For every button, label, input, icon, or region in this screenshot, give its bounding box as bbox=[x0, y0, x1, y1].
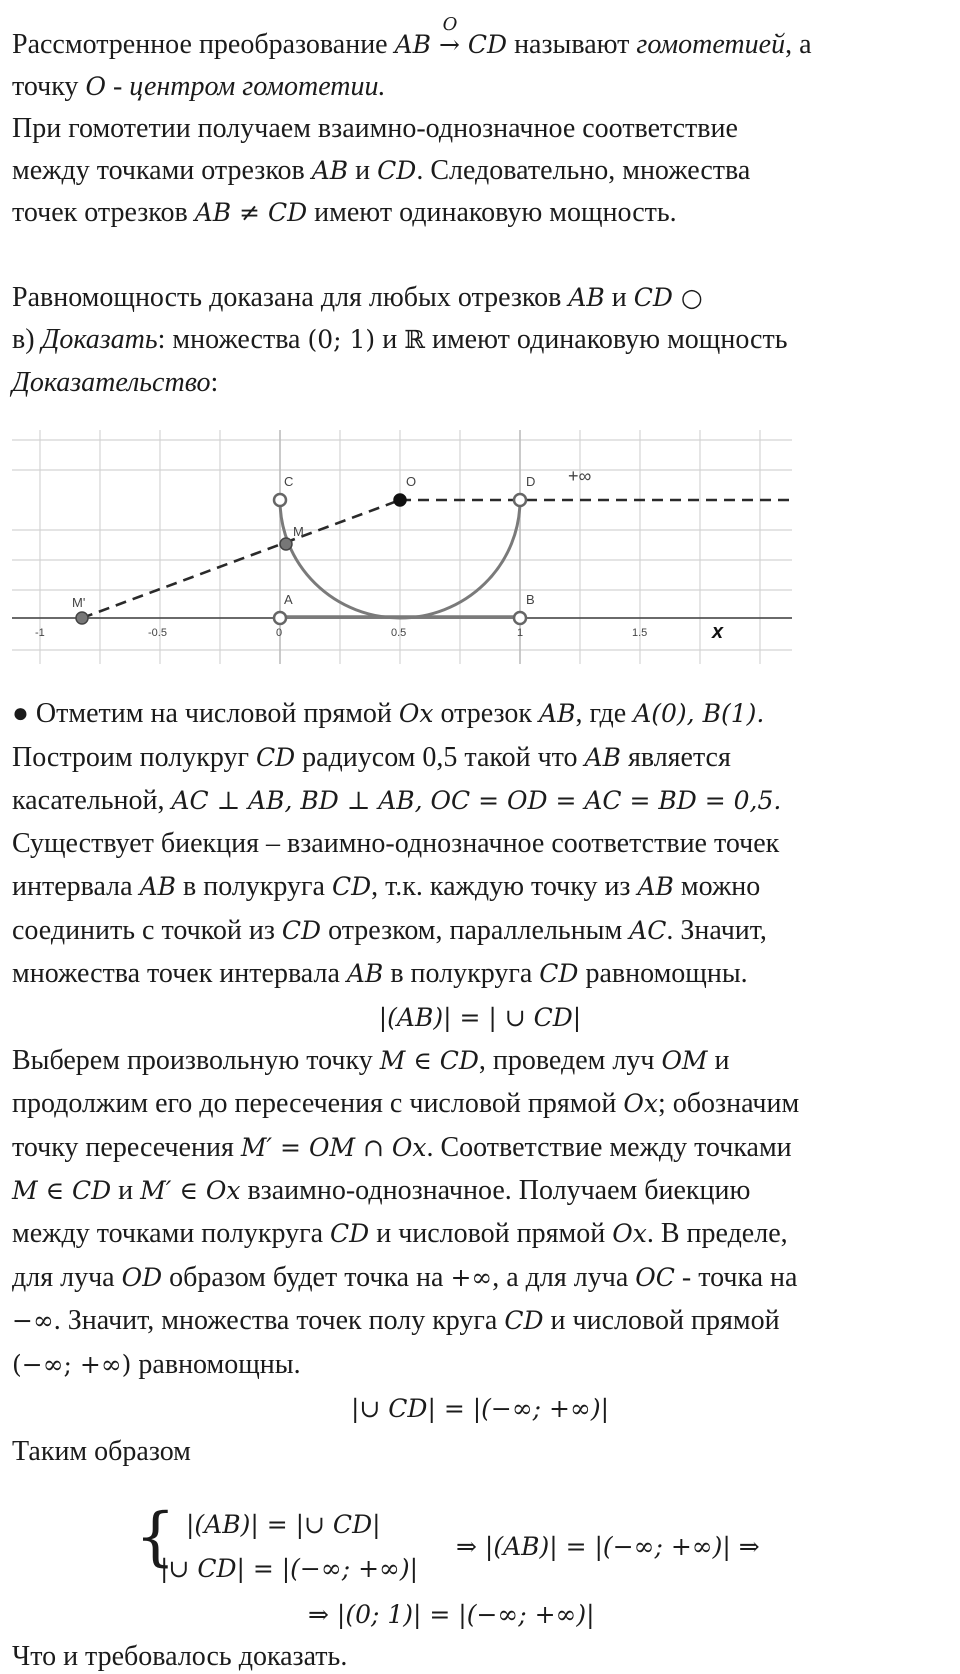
text-line: Существует биекция – взаимно-однозначное соответствие точек bbox=[12, 828, 780, 859]
text-line: (−∞; +∞) равномощны. bbox=[12, 1349, 301, 1380]
text-line: соединить с точкой из CD отрезком, параллельным AC. Значит, bbox=[12, 915, 767, 946]
x-tick-labels bbox=[35, 627, 647, 639]
text-line: в) Доказать: множества (0; 1) и ℝ имеют одинаковую мощность bbox=[12, 324, 788, 355]
point-label-m: M bbox=[293, 524, 304, 539]
text-line: для луча OD образом будет точка на +∞, а для луча OC - точка на bbox=[12, 1262, 798, 1293]
text-line bbox=[12, 14, 812, 62]
text: Рассмотренное преобразование bbox=[12, 29, 395, 60]
plus-infinity-label: +∞ bbox=[568, 466, 592, 486]
x-axis-label: x bbox=[712, 621, 724, 643]
point-label-d: D bbox=[526, 474, 536, 489]
text-line: касательной, AC ⊥ AB, BD ⊥ AB, OC = OD = AC = BD = 0,5. bbox=[12, 785, 782, 816]
text-line: множества точек интервала AB в полукруга CD равномощны. bbox=[12, 958, 748, 989]
svg-text:0: 0 bbox=[276, 627, 283, 639]
system-eq-2: |∪ CD| = |(−∞; +∞)| bbox=[160, 1554, 419, 1583]
ray-om bbox=[82, 500, 400, 618]
text-line: между точками отрезков AB и CD. Следовательно, множества bbox=[12, 155, 751, 186]
point-label-b: B bbox=[526, 592, 535, 607]
text-line: Доказательство: bbox=[12, 367, 219, 398]
text-line: Выберем произвольную точку M ∈ CD, проведем луч OM и bbox=[12, 1045, 730, 1076]
text-line: продолжим его до пересечения с числовой прямой Ox; обозначим bbox=[12, 1088, 800, 1119]
formula-ab-cd: |(AB)| = | ∪ CD| bbox=[378, 1003, 582, 1032]
text: , а bbox=[785, 29, 812, 60]
math: O bbox=[85, 72, 106, 101]
text-line: ● Отметим на числовой прямой Ox отрезок AB, где A(0), B(1). bbox=[12, 698, 765, 729]
svg-text:-0.5: -0.5 bbox=[148, 627, 167, 639]
text-line: M ∈ CD и M′ ∈ Ox взаимно-однозначное. Получаем биекцию bbox=[12, 1175, 751, 1206]
semicircle-graph bbox=[12, 430, 792, 682]
formula-final: ⇒ |(0; 1)| = |(−∞; +∞)| bbox=[308, 1600, 595, 1629]
text-line: При гомотетии получаем взаимно-однозначное соответствие bbox=[12, 113, 738, 144]
text-line: интервала AB в полукруга CD, т.к. каждую точку из AB можно bbox=[12, 871, 761, 902]
math-homothety: AB → CD O bbox=[395, 30, 507, 59]
text-line: между точками полукруга CD и числовой прямой Ox. В пределе, bbox=[12, 1218, 788, 1249]
point-label-c: C bbox=[284, 474, 294, 489]
point-label-a: A bbox=[284, 592, 293, 607]
formula-cd-real-line: |∪ CD| = |(−∞; +∞)| bbox=[350, 1394, 610, 1423]
text: называют bbox=[507, 29, 637, 60]
system-brace: { bbox=[135, 1500, 176, 1574]
qed-circle: ○ bbox=[672, 283, 703, 312]
system-implication: ⇒ |(AB)| = |(−∞; +∞)| ⇒ bbox=[456, 1532, 760, 1561]
term-proof: Доказательство bbox=[12, 367, 211, 398]
text-line: −∞. Значит, множества точек полу круга CD и числовой прямой bbox=[12, 1305, 780, 1336]
svg-text:1.5: 1.5 bbox=[632, 627, 648, 639]
point-label-o: O bbox=[406, 474, 417, 489]
text-line-qed: Что и требовалось доказать. bbox=[12, 1641, 348, 1672]
text-line: Равномощность доказана для любых отрезков AB и CD ○ bbox=[12, 282, 703, 313]
svg-text:-1: -1 bbox=[35, 627, 45, 639]
svg-text:1: 1 bbox=[517, 627, 524, 639]
svg-text:0.5: 0.5 bbox=[391, 627, 407, 639]
system-eq-1: |(AB)| = |∪ CD| bbox=[186, 1510, 381, 1539]
text-line: Таким образом bbox=[12, 1436, 191, 1467]
text-line: точку O - центром гомотетии. bbox=[12, 71, 386, 102]
text-line: точек отрезков AB ≠ CD имеют одинаковую мощность. bbox=[12, 197, 677, 228]
text-line: точку пересечения M′ = OM ∩ Ox. Соответствие между точками bbox=[12, 1132, 792, 1163]
point-label-m-prime: M' bbox=[72, 595, 86, 610]
term-homothety: гомотетией bbox=[636, 29, 786, 60]
term-center: центром гомотетии. bbox=[129, 71, 386, 102]
math-superscript: O bbox=[442, 14, 458, 35]
text-line: Построим полукруг CD радиусом 0,5 такой что AB является bbox=[12, 742, 731, 773]
term-prove: Доказать bbox=[41, 324, 158, 355]
